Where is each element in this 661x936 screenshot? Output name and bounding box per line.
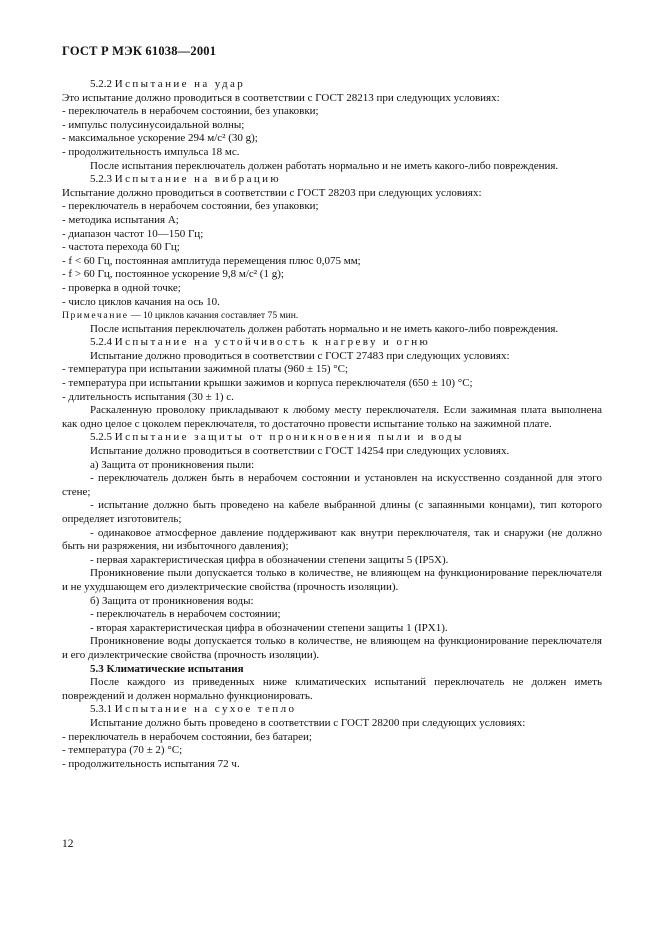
list-item: - переключатель в нерабочем состоянии, без упаковки; <box>62 105 319 118</box>
page-number: 12 <box>62 838 74 850</box>
list-item: - число циклов качания на ось 10. <box>62 295 220 308</box>
subsection-title: б) Защита от проникновения воды: <box>90 594 254 607</box>
paragraph: После испытания переключатель должен работать нормально и не иметь какого-либо повреждения. <box>90 159 559 172</box>
paragraph: Испытание должно быть проведено в соответствии с ГОСТ 28200 при следующих условиях: <box>90 716 526 729</box>
section-5-2-5-heading <box>62 431 602 445</box>
section-title: Испытание на сухое тепло <box>114 703 297 716</box>
paragraph: Раскаленную проволоку прикладывают к любому месту переключателя. Если зажимная плата выполнена как одно целое с цоколем переключателя, то достаточно провести испытание только на зажимной плате. <box>62 404 602 430</box>
list-item: - продолжительность испытания 72 ч. <box>62 757 240 770</box>
section-number: 5.2.3 <box>90 173 112 186</box>
list-item: - испытание должно быть проведено на кабеле выбранной длины (с запаянными концами), тип которого определяет изготовитель; <box>62 499 602 525</box>
list-item: - первая характеристическая цифра в обозначении степени защиты 5 (IP5X). <box>90 553 449 566</box>
paragraph: После испытания переключатель должен работать нормально и не иметь какого-либо повреждения. <box>90 322 559 335</box>
document-body <box>62 78 602 771</box>
section-number: 5.2.2 <box>90 78 112 90</box>
paragraph: Испытание должно проводиться в соответствии с ГОСТ 28203 при следующих условиях: <box>62 186 482 199</box>
list-item: - продолжительность импульса 18 мс. <box>62 145 240 158</box>
paragraph: Проникновение пыли допускается только в количестве, не влияющем на функционирование переключателя и не ухудшающем его диэлектрические свойства (прочность изоляции). <box>62 567 602 593</box>
list-item: - импульс полусинусоидальной волны; <box>62 118 245 131</box>
section-number: 5.2.5 <box>90 431 112 444</box>
paragraph: После каждого из приведенных ниже климатических испытаний переключатель не должен иметь повреждений и должен нормально функционировать. <box>62 676 602 702</box>
section-number: 5.2.4 <box>90 336 112 349</box>
list-item: - длительность испытания (30 ± 1) с. <box>62 390 234 403</box>
section-5-2-2-heading <box>62 78 602 92</box>
document-header: ГОСТ Р МЭК 61038—2001 <box>62 44 217 58</box>
list-item: - температура при испытании крышки зажимов и корпуса переключателя (650 ± 10) °С; <box>62 377 473 390</box>
list-item: - одинаковое атмосферное давление поддерживают как внутри переключателя, так и снаружи (не должно быть ни разряжения, ни избыточного давления); <box>62 526 602 553</box>
section-title: Испытание на устойчивость к нагреву и огню <box>114 336 431 349</box>
list-item: - переключатель должен быть в нерабочем состоянии и установлен на искусственно созданной для этого стене; <box>62 472 602 498</box>
list-item: - методика испытания А; <box>62 213 179 226</box>
paragraph: Это испытание должно проводиться в соответствии с ГОСТ 28213 при следующих условиях: <box>62 91 500 104</box>
section-title: Испытание на удар <box>114 78 246 90</box>
list-item: - проверка в одной точке; <box>62 281 181 294</box>
paragraph: Испытание должно проводиться в соответствии с ГОСТ 27483 при следующих условиях: <box>90 349 510 362</box>
section-5-3-heading: 5.3 Климатические испытания <box>90 662 244 675</box>
subsection-title: а) Защита от проникновения пыли: <box>90 458 255 471</box>
note-label: Примечание <box>62 310 129 322</box>
list-item: - диапазон частот 10—150 Гц; <box>62 227 204 240</box>
section-5-2-3-heading <box>62 173 602 187</box>
section-title: Испытание на вибрацию <box>114 173 282 186</box>
list-item: - частота перехода 60 Гц; <box>62 241 180 254</box>
list-item: - f < 60 Гц, постоянная амплитуда перемещения плюс 0,075 мм; <box>62 254 361 267</box>
list-item: - максимальное ускорение 294 м/с² (30 g); <box>62 132 258 145</box>
list-item: - переключатель в нерабочем состоянии; <box>90 608 281 621</box>
list-item: - переключатель в нерабочем состоянии, без батареи; <box>62 730 312 743</box>
list-item: - температура (70 ± 2) °С; <box>62 744 183 757</box>
note <box>62 309 602 323</box>
note-text: — 10 циклов качания составляет 75 мин. <box>130 310 299 322</box>
section-number: 5.3.1 <box>90 703 112 716</box>
section-5-3-1-heading <box>62 703 602 717</box>
section-5-2-4-heading <box>62 336 602 350</box>
list-item: - f > 60 Гц, постоянное ускорение 9,8 м/с² (1 g); <box>62 268 284 281</box>
paragraph: Испытание должно проводиться в соответствии с ГОСТ 14254 при следующих условиях. <box>90 445 510 458</box>
paragraph: Проникновение воды допускается только в количестве, не влияющем на функционирование переключателя и его диэлектрические свойства (прочность изоляции). <box>62 635 602 661</box>
list-item: - переключатель в нерабочем состоянии, без упаковки; <box>62 200 319 213</box>
list-item: - вторая характеристическая цифра в обозначении степени защиты 1 (IPX1). <box>90 621 448 634</box>
section-title: Испытание защиты от проникновения пыли и воды <box>114 431 464 444</box>
list-item: - температура при испытании зажимной платы (960 ± 15) °С; <box>62 363 349 376</box>
